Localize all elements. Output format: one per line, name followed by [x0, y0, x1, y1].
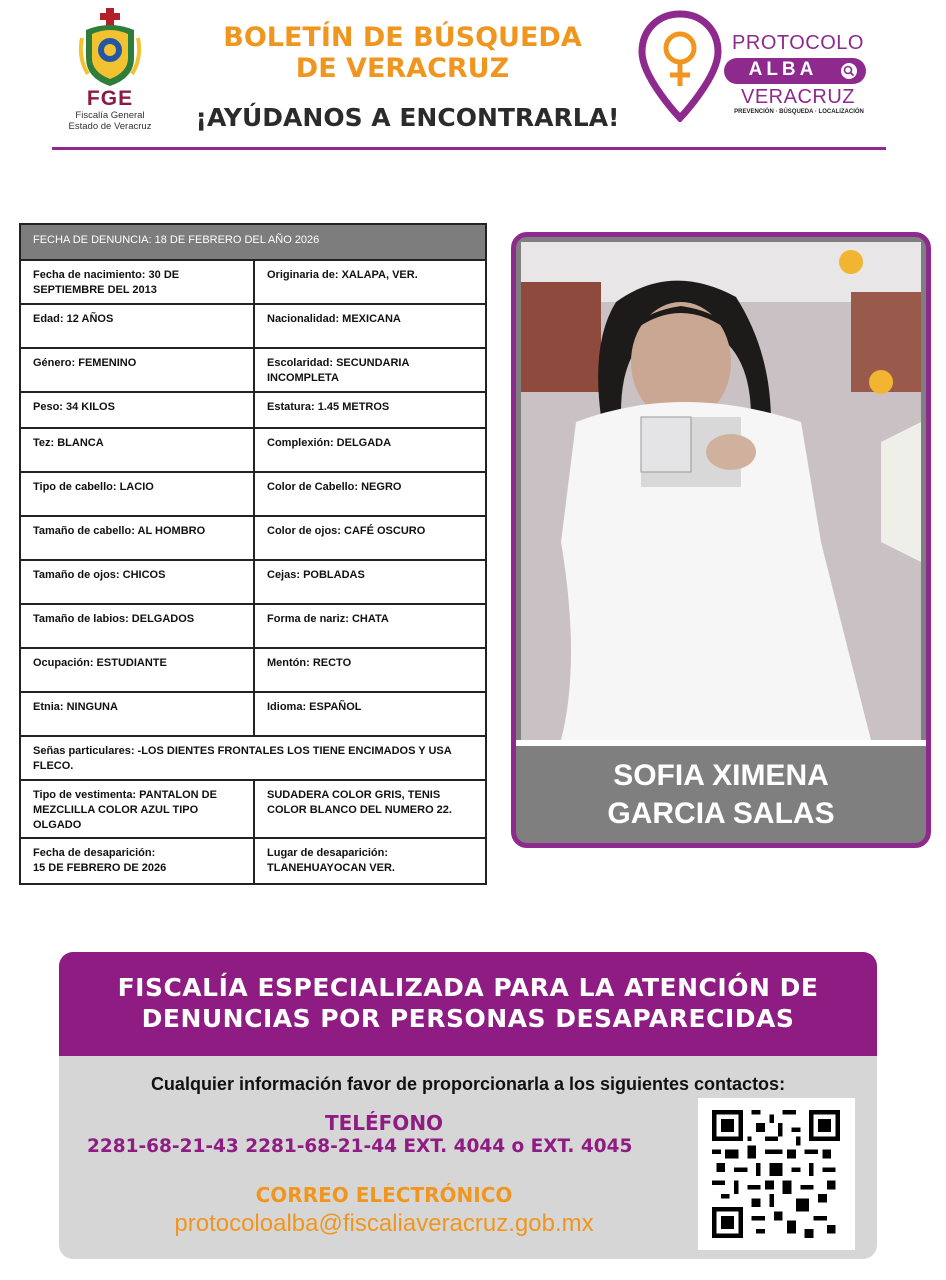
table-row — [21, 349, 485, 393]
alba-protocol-label: PROTOCOLO — [732, 32, 864, 54]
nose: Forma de nariz: CHATA — [253, 605, 485, 647]
language: Idioma: ESPAÑOL — [253, 693, 485, 735]
table-row — [21, 605, 485, 649]
missing-person-photo — [521, 242, 921, 740]
magnifier-icon — [840, 62, 858, 80]
alba-veracruz-label: VERACRUZ — [740, 86, 855, 108]
email-link[interactable]: protocoloalba@fiscaliaveracruz.gob.mx — [174, 1210, 594, 1237]
hair-type: Tipo de cabello: LACIO — [33, 481, 154, 493]
table-row — [21, 649, 485, 693]
contact-lead: Cualquier información favor de proporcionarla a los siguientes contactos: — [150, 1074, 786, 1094]
table-row — [21, 305, 485, 349]
missing-person-card — [511, 232, 931, 848]
photo-divider — [516, 740, 926, 746]
eye-size: Tamaño de ojos: CHICOS — [33, 569, 166, 581]
ethnicity: Etnia: NINGUNA — [33, 701, 118, 713]
fge-fullname: Fiscalía General Estado de Veracruz — [68, 110, 152, 132]
gender: Género: FEMENINO — [33, 357, 137, 369]
disappearance-place: Lugar de desaparición: TLANEHUAYOCAN VER. — [253, 839, 485, 883]
person-data-table — [19, 223, 487, 885]
bulletin-title: BOLETÍN DE BÚSQUEDA DE VERACRUZ — [223, 22, 582, 84]
table-row — [21, 473, 485, 517]
birth-date: Fecha de nacimiento: 30 DE SEPTIEMBRE DEL 2013 — [33, 269, 180, 296]
eyebrows: Cejas: POBLADAS — [253, 561, 485, 603]
eye-color: Color de ojos: CAFÉ OSCURO — [253, 517, 485, 559]
disappearance-date: Fecha de desaparición: 15 DE FEBRERO DE 2026 — [33, 847, 167, 874]
email-label: CORREO ELECTRÓNICO — [255, 1183, 513, 1207]
table-row — [21, 429, 485, 473]
qr-code[interactable] — [698, 1098, 855, 1250]
table-row — [21, 693, 485, 737]
distinguishing-marks: Señas particulares: -LOS DIENTES FRONTALES LOS TIENE ENCIMADOS Y USA FLECO. — [33, 745, 452, 772]
clothing-1: Tipo de vestimenta: PANTALON DE MEZCLILLA COLOR AZUL TIPO OLGADO — [33, 789, 217, 831]
missing-person-name: SOFIA XIMENA GARCIA SALAS — [607, 759, 835, 830]
table-row — [21, 517, 485, 561]
veracruz-seal-icon — [78, 8, 142, 88]
table-row — [21, 393, 485, 429]
complexion-tone: Tez: BLANCA — [33, 437, 104, 449]
location-pin-female-icon — [638, 10, 722, 122]
complaint-date: FECHA DE DENUNCIA: 18 DE FEBRERO DEL AÑO 2026 — [21, 225, 485, 261]
table-row — [21, 781, 485, 839]
occupation: Ocupación: ESTUDIANTE — [33, 657, 167, 669]
contact-panel — [59, 1056, 877, 1259]
header-divider — [52, 147, 886, 150]
phone-label: TELÉFONO — [324, 1111, 444, 1135]
clothing-2: SUDADERA COLOR GRIS, TENIS COLOR BLANCO DEL NUMERO 22. — [253, 781, 485, 837]
build: Complexión: DELGADA — [253, 429, 485, 471]
phone-numbers[interactable]: 2281-68-21-43 2281-68-21-44 EXT. 4044 o EXT. 4045 — [87, 1136, 633, 1157]
agency-banner — [59, 952, 877, 1056]
origin: Originaria de: XALAPA, VER. — [253, 261, 485, 303]
fge-abbreviation: FGE — [86, 87, 134, 110]
agency-name: FISCALÍA ESPECIALIZADA PARA LA ATENCIÓN DE DENUNCIAS POR PERSONAS DESAPARECIDAS — [117, 973, 819, 1033]
table-row — [21, 261, 485, 305]
table-row — [21, 561, 485, 605]
hair-color: Color de Cabello: NEGRO — [253, 473, 485, 515]
alba-label: ALBA — [748, 59, 818, 80]
alba-pill — [724, 58, 866, 84]
chin: Mentón: RECTO — [253, 649, 485, 691]
nationality: Nacionalidad: MEXICANA — [253, 305, 485, 347]
table-row — [21, 737, 485, 781]
height: Estatura: 1.45 METROS — [253, 393, 485, 427]
alba-tagline: PREVENCIÓN · BÚSQUEDA · LOCALIZACIÓN — [734, 109, 864, 115]
lips: Tamaño de labios: DELGADOS — [33, 613, 195, 625]
schooling: Escolaridad: SECUNDARIA INCOMPLETA — [253, 349, 485, 391]
qr-code-icon — [712, 1110, 840, 1238]
table-row — [21, 839, 485, 883]
weight: Peso: 34 KILOS — [33, 401, 115, 413]
age: Edad: 12 AÑOS — [33, 313, 114, 325]
hair-length: Tamaño de cabello: AL HOMBRO — [33, 525, 206, 537]
bulletin-subtitle: ¡AYÚDANOS A ENCONTRARLA! — [195, 103, 620, 132]
